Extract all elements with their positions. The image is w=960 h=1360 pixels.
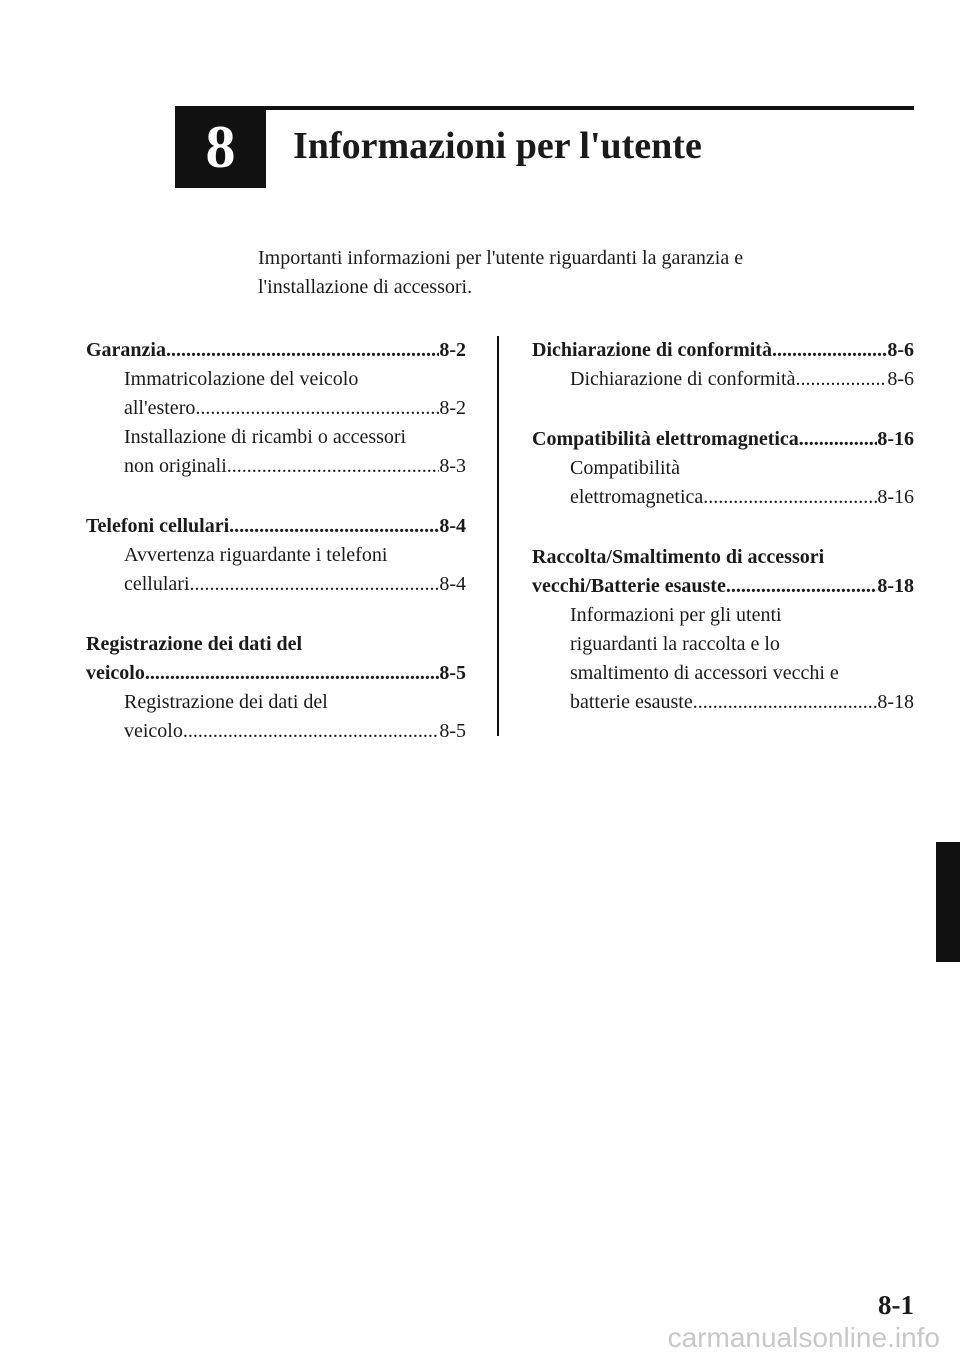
toc-entry-raccolta: [532, 543, 914, 717]
toc-page-ref: 8-3: [439, 455, 466, 477]
toc-page-ref: 8-16: [877, 486, 914, 508]
dot-leader: [166, 336, 439, 365]
dot-leader: [190, 570, 440, 599]
toc-heading-link[interactable]: [532, 336, 914, 365]
toc-subitem-line: Avvertenza riguardante i telefoni: [124, 544, 388, 566]
toc-subitem-text: [86, 688, 466, 717]
toc-page-ref: 8-5: [439, 720, 466, 742]
toc-subitem-line: Informazioni per gli utenti: [570, 604, 782, 626]
toc-heading-link[interactable]: [532, 425, 914, 454]
toc-heading-link[interactable]: [86, 512, 466, 541]
toc-subitem-link[interactable]: [86, 570, 466, 599]
toc-subitem-line: cellulari: [124, 573, 190, 595]
dot-leader: [693, 688, 878, 717]
toc-heading-text: Compatibilità elettromagnetica: [532, 428, 799, 450]
toc-subitem-line: batterie esauste: [570, 691, 693, 713]
toc-heading-text: Dichiarazione di conformità: [532, 339, 772, 361]
toc-subitem-line: smaltimento di accessori vecchi e: [570, 662, 839, 684]
chapter-thumb-tab: [936, 842, 960, 962]
dot-leader: [703, 483, 877, 512]
toc-heading-link[interactable]: [86, 336, 466, 365]
intro-line: Importanti informazioni per l'utente riguardanti la garanzia e: [258, 247, 744, 269]
toc-page-ref: 8-2: [439, 339, 466, 361]
toc-heading-text: [86, 630, 466, 659]
toc-subitem-text: [532, 454, 914, 483]
toc-page-ref: 8-5: [439, 662, 466, 684]
toc-subitem-line: veicolo: [124, 720, 183, 742]
toc-subitem-text: [86, 541, 466, 570]
toc-page-ref: 8-6: [887, 368, 914, 390]
toc-right-column: [532, 336, 914, 748]
toc-entry-garanzia: [86, 336, 466, 481]
toc-page-ref: 8-18: [877, 575, 914, 597]
toc-page-ref: 8-18: [877, 691, 914, 713]
chapter-number: 8: [205, 114, 236, 180]
toc-entry-compatibilita: [532, 425, 914, 512]
toc-heading-line: Raccolta/Smaltimento di accessori: [532, 546, 825, 568]
toc-page-ref: 8-6: [887, 339, 914, 361]
dot-leader: [227, 452, 440, 481]
dot-leader: [229, 512, 439, 541]
toc-subitem-line: Immatricolazione del veicolo: [124, 368, 359, 390]
toc-subitem-line: Compatibilità: [570, 457, 680, 479]
toc-entry-registrazione: [86, 630, 466, 746]
watermark: carmanualsonline.info: [667, 1322, 940, 1353]
chapter-number-box: [175, 106, 266, 188]
chapter-title: Informazioni per l'utente: [293, 125, 702, 167]
toc-page-ref: 8-2: [439, 397, 466, 419]
toc-subitem-line: elettromagnetica: [570, 486, 704, 508]
chapter-intro: [258, 244, 898, 302]
toc-page-ref: 8-4: [439, 515, 466, 537]
toc-heading-text: Garanzia: [86, 339, 166, 361]
toc-heading-text: [532, 543, 914, 572]
toc-subitem-link[interactable]: [86, 394, 466, 423]
toc-subitem-link[interactable]: [532, 688, 914, 717]
toc-subitem-line: Dichiarazione di conformità: [570, 368, 796, 390]
intro-line: l'installazione di accessori.: [258, 276, 473, 298]
toc-subitem-text: [86, 423, 466, 452]
toc-subitem-line: non originali: [124, 455, 227, 477]
dot-leader: [772, 336, 887, 365]
toc-subitem-link[interactable]: [86, 452, 466, 481]
toc-subitem-text: [532, 601, 914, 630]
dot-leader: [726, 572, 878, 601]
toc-page-ref: 8-4: [439, 573, 466, 595]
toc-subitem-text: [532, 659, 914, 688]
toc-subitem-link[interactable]: [532, 365, 914, 394]
toc-page-ref: 8-16: [877, 428, 914, 450]
toc-heading-line: Registrazione dei dati del: [86, 633, 303, 655]
dot-leader: [195, 394, 439, 423]
dot-leader: [183, 717, 439, 746]
toc-heading-text: Telefoni cellulari: [86, 515, 230, 537]
toc-left-column: [86, 336, 466, 777]
dot-leader: [795, 365, 887, 394]
toc-subitem-link[interactable]: [86, 717, 466, 746]
toc-entry-dichiarazione: [532, 336, 914, 394]
dot-leader: [145, 659, 439, 688]
toc-subitem-line: Registrazione dei dati del: [124, 691, 328, 713]
toc-subitem-line: all'estero: [124, 397, 196, 419]
toc-subitem-link[interactable]: [532, 483, 914, 512]
column-divider: [497, 336, 499, 736]
toc-subitem-text: [532, 630, 914, 659]
toc-heading-line: veicolo: [86, 662, 145, 684]
toc-subitem-line: riguardanti la raccolta e lo: [570, 633, 780, 655]
toc-subitem-line: Installazione di ricambi o accessori: [124, 426, 407, 448]
dot-leader: [799, 425, 878, 454]
toc-heading-link[interactable]: [532, 572, 914, 601]
toc-entry-telefoni: [86, 512, 466, 599]
toc-heading-link[interactable]: [86, 659, 466, 688]
page-number: 8-1: [878, 1290, 914, 1320]
toc-subitem-text: [86, 365, 466, 394]
header-rule: [175, 106, 914, 110]
toc-heading-line: vecchi/Batterie esauste: [532, 575, 726, 597]
